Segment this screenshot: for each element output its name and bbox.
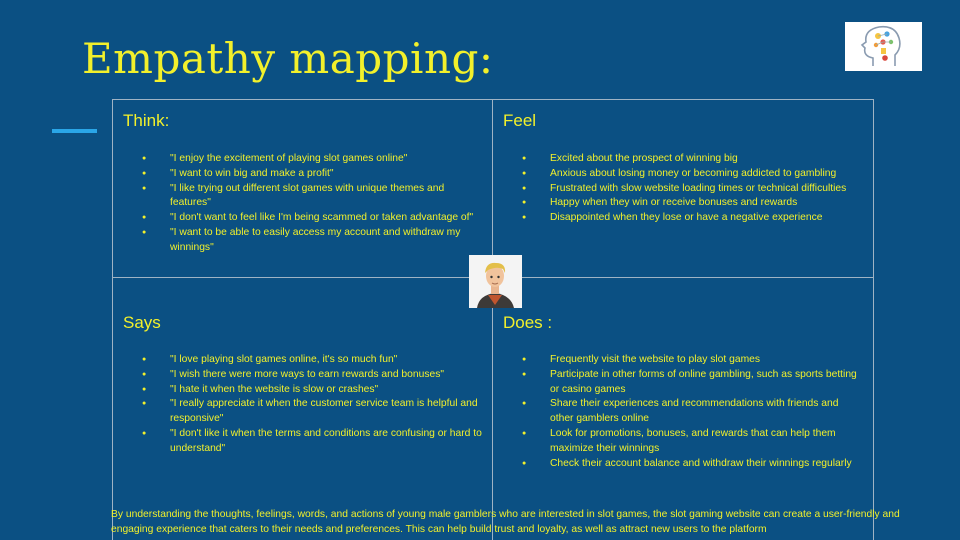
quadrant-heading: Says: [123, 313, 161, 332]
list-item: ● "I don't want to feel like I'm being scammed or taken advantage of": [123, 211, 483, 226]
list-item: ● Disappointed when they lose or have a negative experience: [503, 211, 863, 226]
user-avatar-icon: [469, 255, 522, 308]
list-item: ● Frequently visit the website to play slot games: [503, 353, 863, 368]
list-item: ● Check their account balance and withdraw their winnings regularly: [503, 457, 863, 472]
quadrant-heading: Think:: [123, 111, 170, 130]
list-item: ● Frustrated with slow website loading times or technical difficulties: [503, 182, 863, 197]
list-item: ● "I don't like it when the terms and conditions are confusing or hard to understand": [123, 427, 483, 457]
list-item: ● "I want to be able to easily access my account and withdraw my winnings": [123, 226, 483, 256]
list-item: ● Participate in other forms of online gambling, such as sports betting or casino games: [503, 368, 863, 398]
quadrant-list: [123, 353, 483, 457]
list-item: ● Share their experiences and recommendations with friends and other gamblers online: [503, 397, 863, 427]
list-item: ● "I love playing slot games online, it's so much fun": [123, 353, 483, 368]
list-item: ● "I really appreciate it when the customer service team is helpful and responsive": [123, 397, 483, 427]
quadrant-list: [503, 353, 863, 471]
head-with-ideas-icon: [845, 22, 922, 71]
list-item: ● "I like trying out different slot games with unique themes and features": [123, 182, 483, 212]
quadrant-think: [123, 111, 483, 256]
quadrant-feel: [503, 111, 863, 226]
quadrant-list: [503, 152, 863, 226]
quadrant-heading: Does :: [503, 313, 553, 332]
quadrant-list: [123, 152, 483, 256]
footer-summary: By understanding the thoughts, feelings, words, and actions of young male gamblers who are interested in slot games, the slot gaming website can create a user-friendly and engaging experience that caters to their needs and preferences. This can help build trust and loyalty, as well as attract new users to the platform: [111, 509, 900, 535]
quadrant-says: [123, 313, 483, 457]
list-item: ● Anxious about losing money or becoming addicted to gambling: [503, 167, 863, 182]
quadrant-does: [503, 313, 863, 471]
list-item: ● Excited about the prospect of winning big: [503, 152, 863, 167]
accent-bar: [52, 129, 97, 133]
list-item: ● "I hate it when the website is slow or crashes": [123, 383, 483, 398]
list-item: ● "I want to win big and make a profit": [123, 167, 483, 182]
list-item: ● Look for promotions, bonuses, and rewards that can help them maximize their winnings: [503, 427, 863, 457]
list-item: ● "I wish there were more ways to earn rewards and bonuses": [123, 368, 483, 383]
quadrant-heading: Feel: [503, 111, 537, 130]
list-item: ● Happy when they win or receive bonuses and rewards: [503, 196, 863, 211]
slide-title: Empathy mapping:: [82, 34, 494, 83]
list-item: ● "I enjoy the excitement of playing slot games online": [123, 152, 483, 167]
grid-vertical-divider: [492, 99, 493, 540]
